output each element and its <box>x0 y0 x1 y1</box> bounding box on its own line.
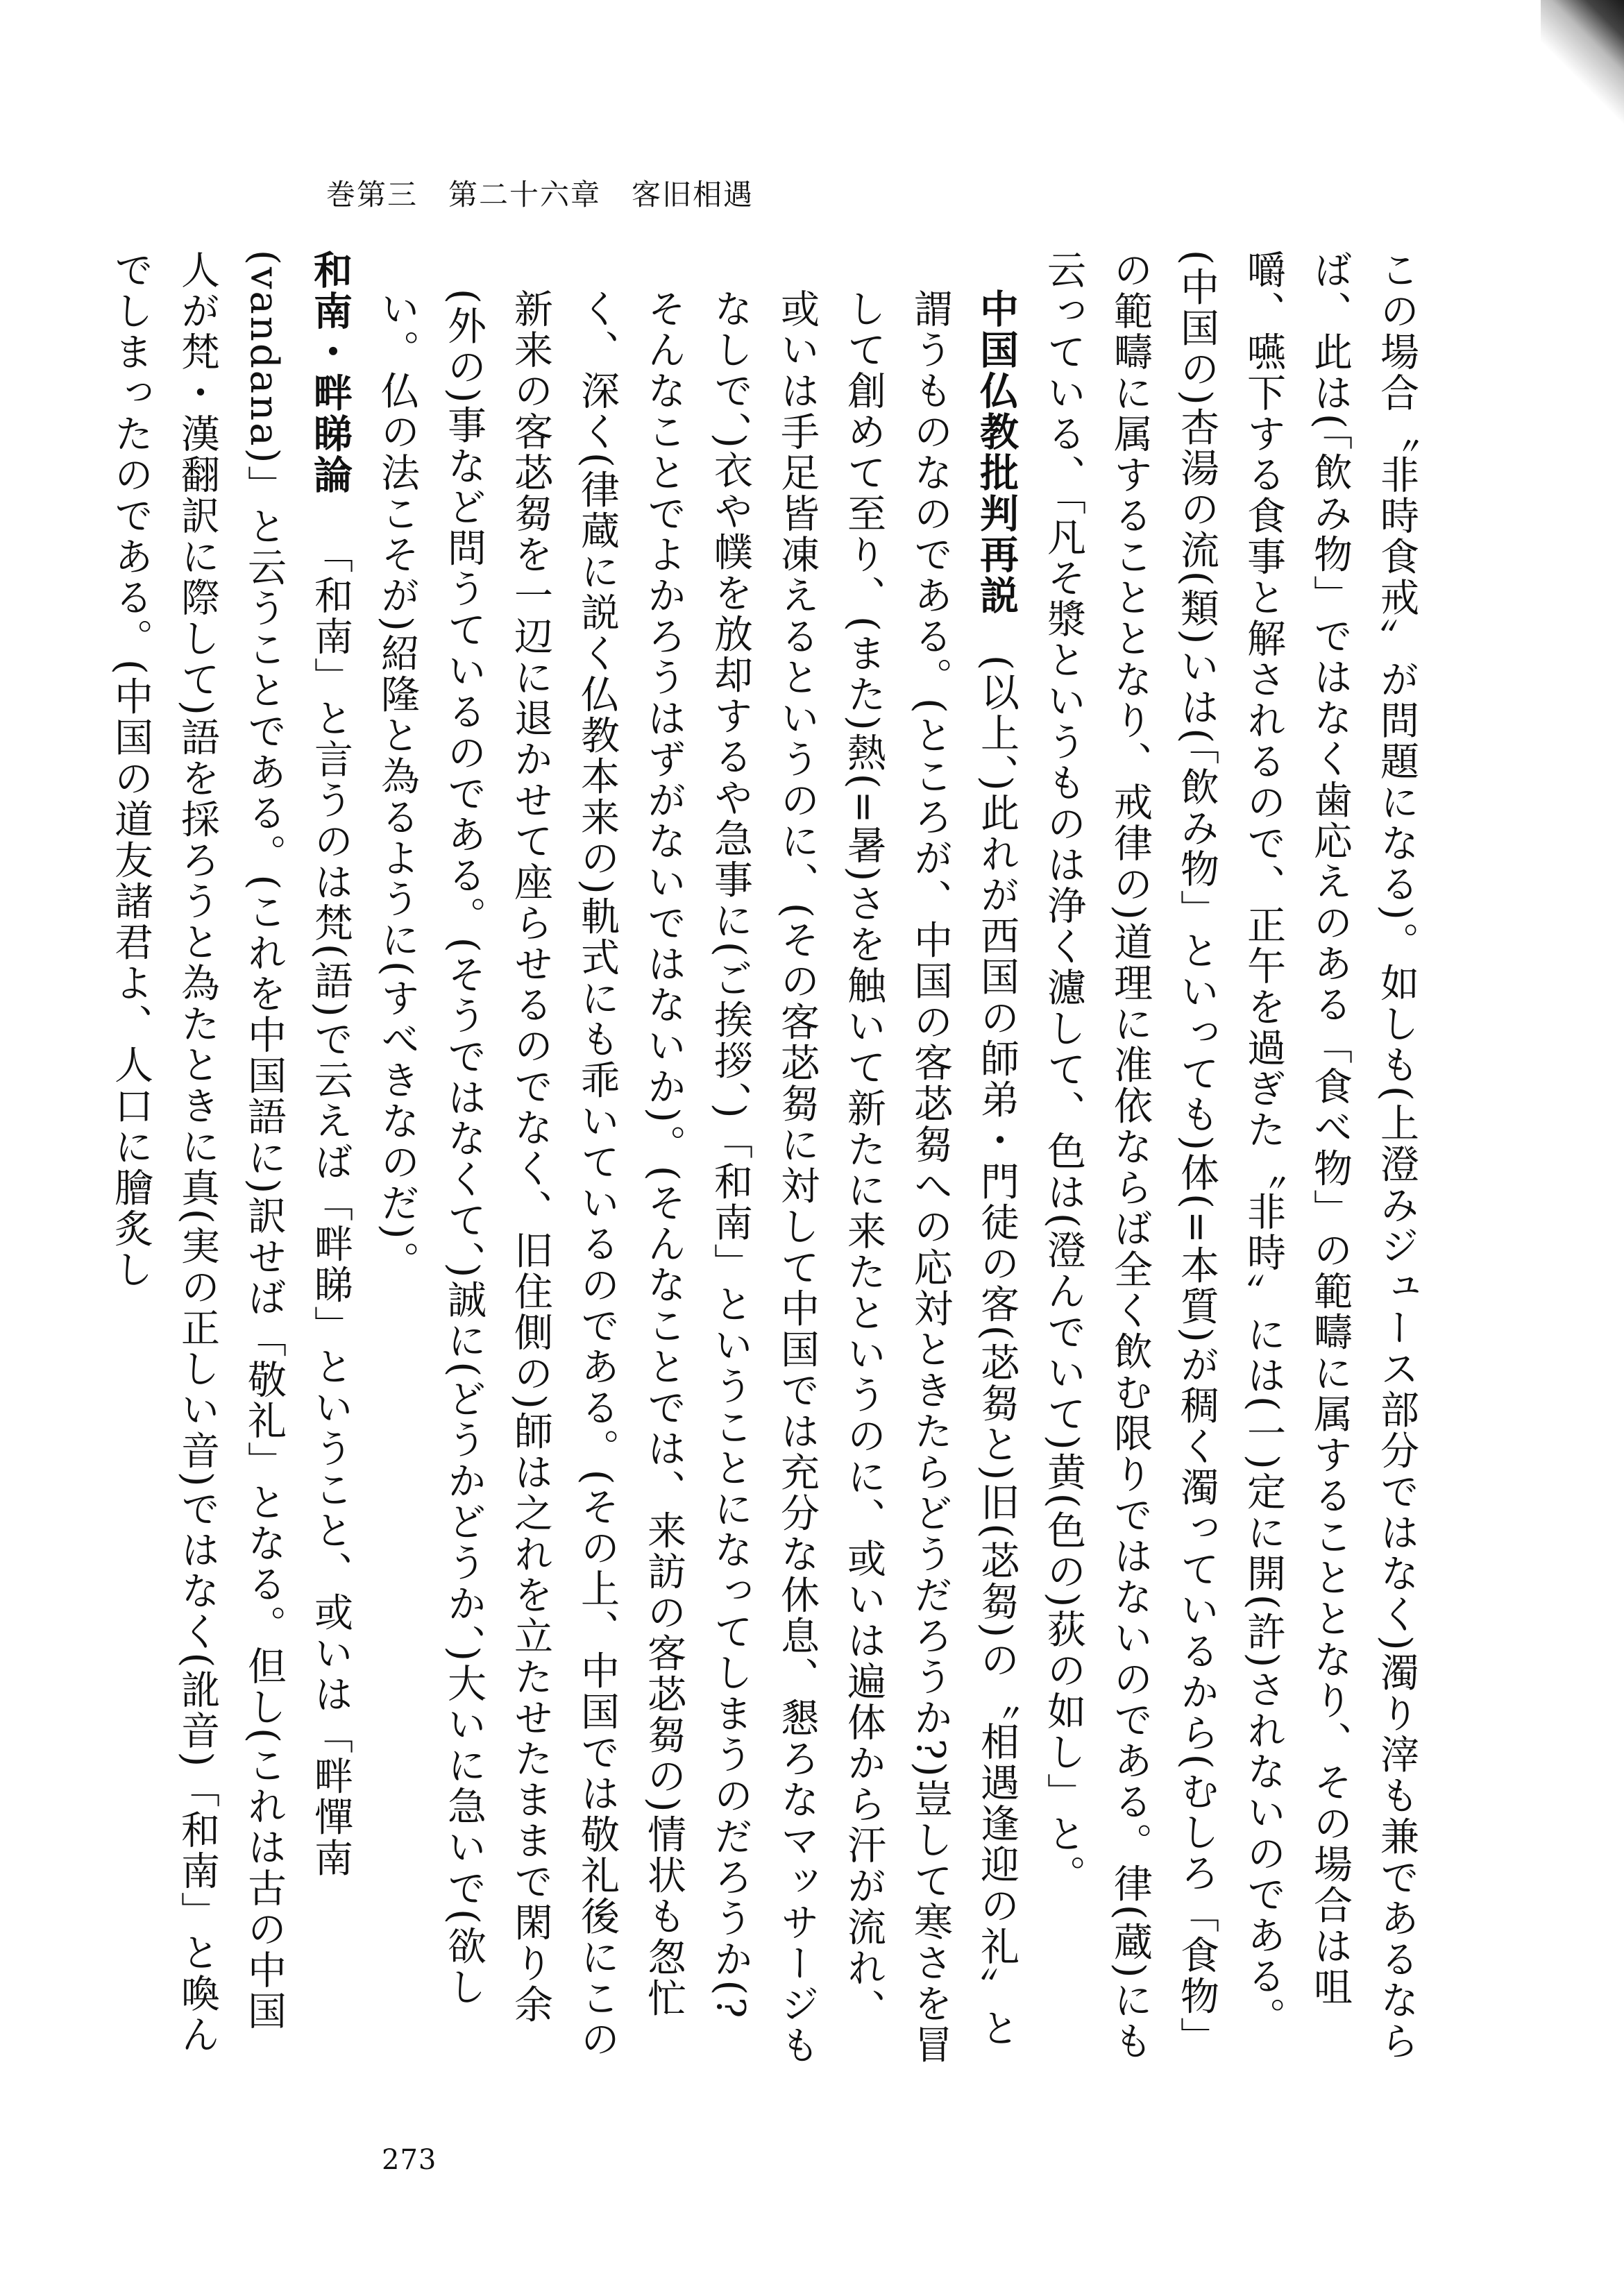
page-number: 273 <box>382 2144 437 2176</box>
vertical-text-block <box>108 250 1430 2068</box>
paragraph-2 <box>364 250 1030 2068</box>
scan-edge-shadow <box>1541 0 1624 125</box>
paragraph-1: この場合〝非時食戒〟が問題になる)。如しも(上澄みジュース部分ではなく)濁り滓も兼であるならば、此は(「飲み物」ではなく歯応えのある「食べ物」の範疇に属することとなり、その場合は咀嚼、嚥下する食事と解されるので、正午を過ぎた〝非時〟には(一)定に開(許)されないのである。(中国の)杏湯の流(類)いは(「飲み物」といっても)体(=本質)が稠く濁っているから(むしろ「食物」の範疇に属することとなり、戒律の)道理に准依ならば全く飲む限りではないのである。律(蔵)にも云っている、「凡そ漿というものは浄く濾して、色は(澄んでいて)黄(色の)荻の如し」と。 <box>1041 250 1419 2062</box>
paragraph-3-text: 「和南」と言うのは梵(語)で云えば「畔睇」ということ、或いは「畔憚南(vandana)」と云うことである。(これを中国語に)訳せば「敬礼」となる。但し(これは古の中国人が梵・漢翻訳に際して)語を採ろうと為たときに真(実の正しい音)ではなく(訛音)「和南」と喚んでしまったのである。(中国の道友諸君よ、人口に膾炙し <box>108 250 353 2056</box>
paragraph-2-text: (以上、)此れが西国の師弟・門徒の客(苾芻と)旧(苾芻)の〝相遇逢迎の礼〟と謂うものなのである。(ところが、中国の客苾芻への応対ときたらどうだろうか?)豈して寒さを冒して創めて至り、(また)熱(=暑)さを触いて新たに来たというのに、或いは遍体から汗が流れ、或いは手足皆凍えるというのに、(その客苾芻に対して中国では充分な休息、懇ろなマッサージもなしで、)衣や幞を放却するや急事に(ご挨拶、)「和南」ということになってしまうのだろうか(? そんなことでよかろうはずがないではないか)。(そんなことでは、来訪の客苾芻の)情状も怱忙く、深く(律蔵に説く仏教本来の)軌式にも乖いているのである。(その上、中国では敬礼後にこの新来の客苾芻を一辺に退かせて座らせるのでなく、旧住側の)師は之れを立たせたままで閑り余(外の)事など問うているのである。(そうではなくて、)誠に(どうかどうか、)大いに急いで(欲しい。仏の法こそが)紹隆と為るように(すべきなのだ)。 <box>375 289 1020 2066</box>
running-head: 巻第三 第二十六章 客旧相遇 <box>326 178 754 212</box>
section-heading-wanan-pandi: 和南・畔睇論 <box>307 250 353 495</box>
section-heading-chinese-buddhism-critique: 中国仏教批判再説 <box>974 289 1020 616</box>
paragraph-3 <box>97 250 364 2068</box>
